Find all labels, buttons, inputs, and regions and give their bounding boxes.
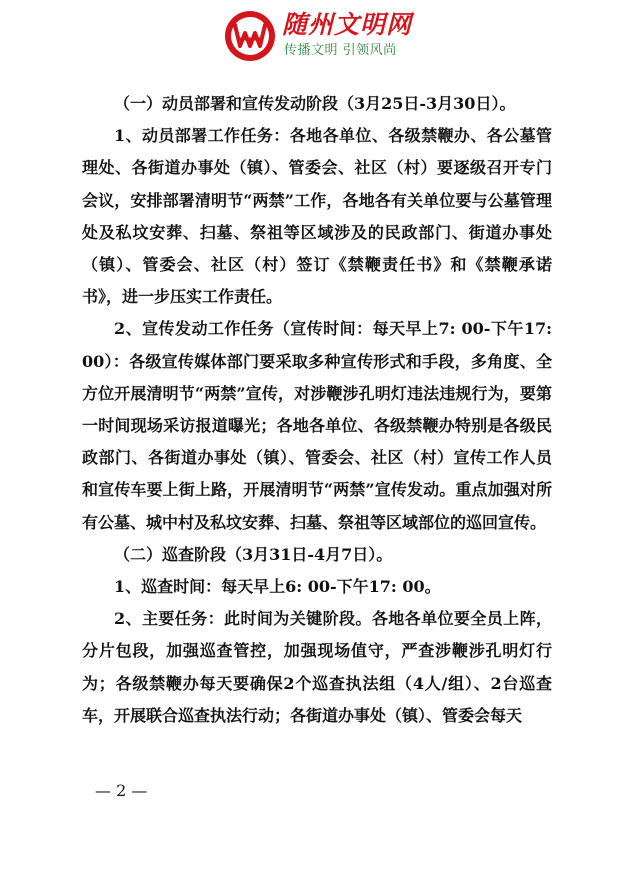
section-heading-2: （二）巡查阶段（3月31日-4月7日）。 xyxy=(114,544,393,564)
wm-logo-icon xyxy=(222,8,278,64)
paragraph: 1、动员部署工作任务：各地各单位、各级禁鞭办、各公墓管理处、各街道办事处（镇）、管委会、社区（村）要逐级召开专门会议，安排部署清明节“两禁”工作，各地各有关单位要与公墓管理处及私坟安葬、扫墓、祭祖等区域涉及的民政部门、街道办事处（镇）、管委会、社区（村）签订《禁鞭责任书》和《禁鞭承诺书》，进一步压实工作责任。 xyxy=(82,126,552,307)
site-slogan: 传播文明 引领风尚 xyxy=(284,43,397,58)
page-number: — 2 — xyxy=(95,781,148,800)
site-logo xyxy=(222,8,432,66)
paragraph: 2、宣传发动工作任务（宣传时间：每天早上7: 00-下午17: 00）：各级宣传媒体部门要采取多种宣传形式和手段，多角度、全方位开展清明节“两禁”宣传，对涉鞭涉孔明灯违法违规行为，要第一时间现场采访报道曝光；各地各单位、各级禁鞭办特别是各级民政部门、各街道办事处（镇）、管委会、社区（村）宣传工作人员和宣传车要上街上路，开展清明节“两禁”宣传发动。重点加强对所有公墓、城中村及私坟安葬、扫墓、祭祖等区域部位的巡回宣传。 xyxy=(82,319,552,532)
paragraph: 2、主要任务：此时间为关键阶段。各地各单位要全员上阵，分片包段，加强巡查管控，加强现场值守，严查涉鞭涉孔明灯行为；各级禁鞭办每天要确保2个巡查执法组（4人/组）、2台巡查车，开展联合巡查执法行动；各街道办事处（镇）、管委会每天 xyxy=(82,609,552,725)
document-body xyxy=(82,88,552,732)
site-name: 随州文明网 xyxy=(282,10,413,39)
section-heading-1: （一）动员部署和宣传发动阶段（3月25日-3月30日）。 xyxy=(114,94,516,113)
paragraph: 1、巡查时间：每天早上6: 00-下午17: 00。 xyxy=(114,577,441,597)
